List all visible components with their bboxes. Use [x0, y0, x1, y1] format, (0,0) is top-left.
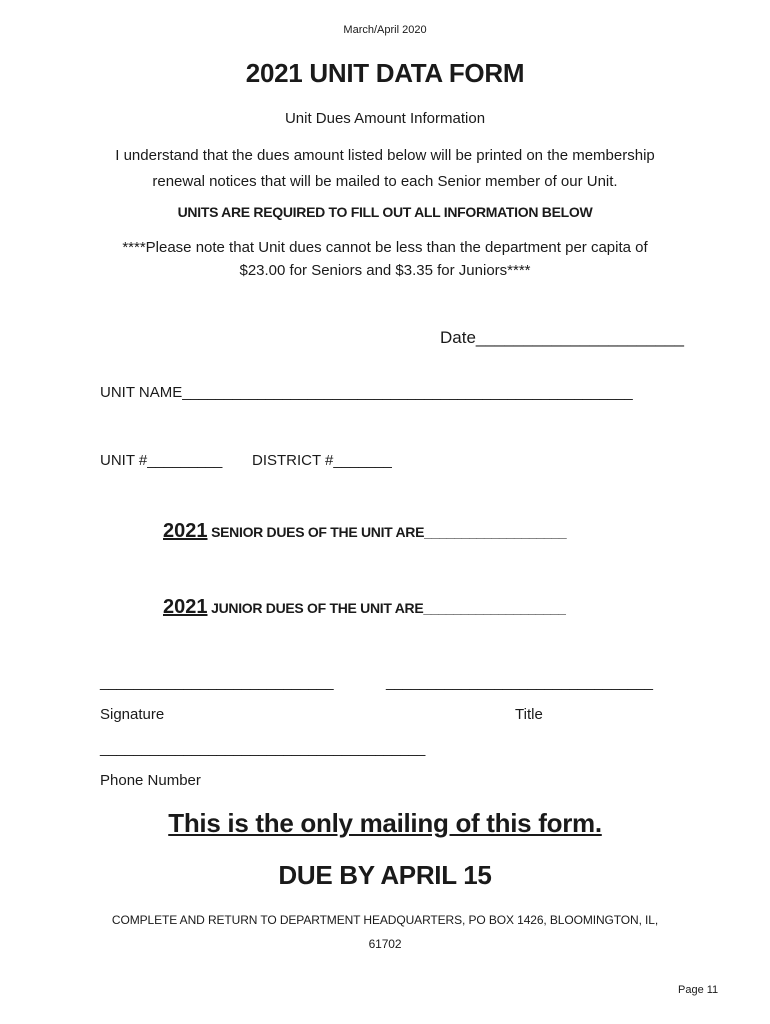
page-number: Page 11: [678, 984, 719, 996]
senior-dues-label: SENIOR DUES OF THE UNIT ARE: [207, 524, 425, 540]
per-capita-note-line-1: ****Please note that Unit dues cannot be less than the department per capita of: [122, 239, 648, 256]
junior-dues-field[interactable]: [163, 596, 566, 619]
unit-number-field[interactable]: [100, 452, 222, 469]
header-date: March/April 2020: [343, 24, 427, 36]
due-date-notice: DUE BY APRIL 15: [278, 860, 492, 890]
title-blank[interactable]: ________________________________: [386, 674, 653, 691]
form-subtitle: Unit Dues Amount Information: [284, 110, 486, 127]
form-title: 2021 UNIT DATA FORM: [245, 58, 525, 88]
senior-dues-field[interactable]: [163, 520, 566, 543]
signature-label: Signature: [100, 706, 165, 723]
district-number-label: DISTRICT #: [252, 452, 334, 469]
senior-dues-year: 2021: [163, 520, 208, 542]
requirement-notice: UNITS ARE REQUIRED TO FILL OUT ALL INFORMATION BELOW: [177, 204, 593, 220]
junior-dues-label: JUNIOR DUES OF THE UNIT ARE: [207, 600, 424, 616]
senior-dues-blank[interactable]: ___________________: [424, 524, 567, 540]
junior-dues-year: 2021: [163, 596, 208, 618]
unit-name-field[interactable]: [100, 384, 633, 401]
per-capita-note: [0, 236, 770, 282]
district-number-blank[interactable]: _______: [333, 452, 392, 469]
district-number-field[interactable]: [252, 452, 392, 469]
return-address: [0, 908, 770, 956]
phone-number-label: Phone Number: [100, 772, 201, 789]
return-address-line-2: 61702: [368, 937, 402, 951]
unit-name-label: UNIT NAME: [100, 384, 183, 401]
date-label: Date: [440, 328, 476, 347]
junior-dues-blank[interactable]: ___________________: [423, 600, 566, 616]
unit-number-label: UNIT #: [100, 452, 148, 469]
acknowledgement-paragraph: [0, 143, 770, 195]
per-capita-note-line-2: $23.00 for Seniors and $3.35 for Juniors****: [239, 262, 531, 279]
date-field[interactable]: [440, 328, 684, 348]
acknowledgement-line-1: I understand that the dues amount listed below will be printed on the membership: [115, 147, 655, 164]
mailing-notice: This is the only mailing of this form.: [168, 808, 602, 838]
unit-name-blank[interactable]: ______________________________________________________: [182, 384, 633, 401]
return-address-line-1: COMPLETE AND RETURN TO DEPARTMENT HEADQUARTERS, PO BOX 1426, BLOOMINGTON, IL,: [111, 913, 659, 927]
title-label: Title: [515, 706, 543, 723]
phone-number-blank[interactable]: _______________________________________: [100, 740, 426, 757]
unit-number-blank[interactable]: _________: [147, 452, 223, 469]
date-blank[interactable]: ______________________: [475, 328, 684, 347]
acknowledgement-line-2: renewal notices that will be mailed to each Senior member of our Unit.: [152, 173, 618, 190]
signature-blank[interactable]: ____________________________: [100, 674, 334, 691]
